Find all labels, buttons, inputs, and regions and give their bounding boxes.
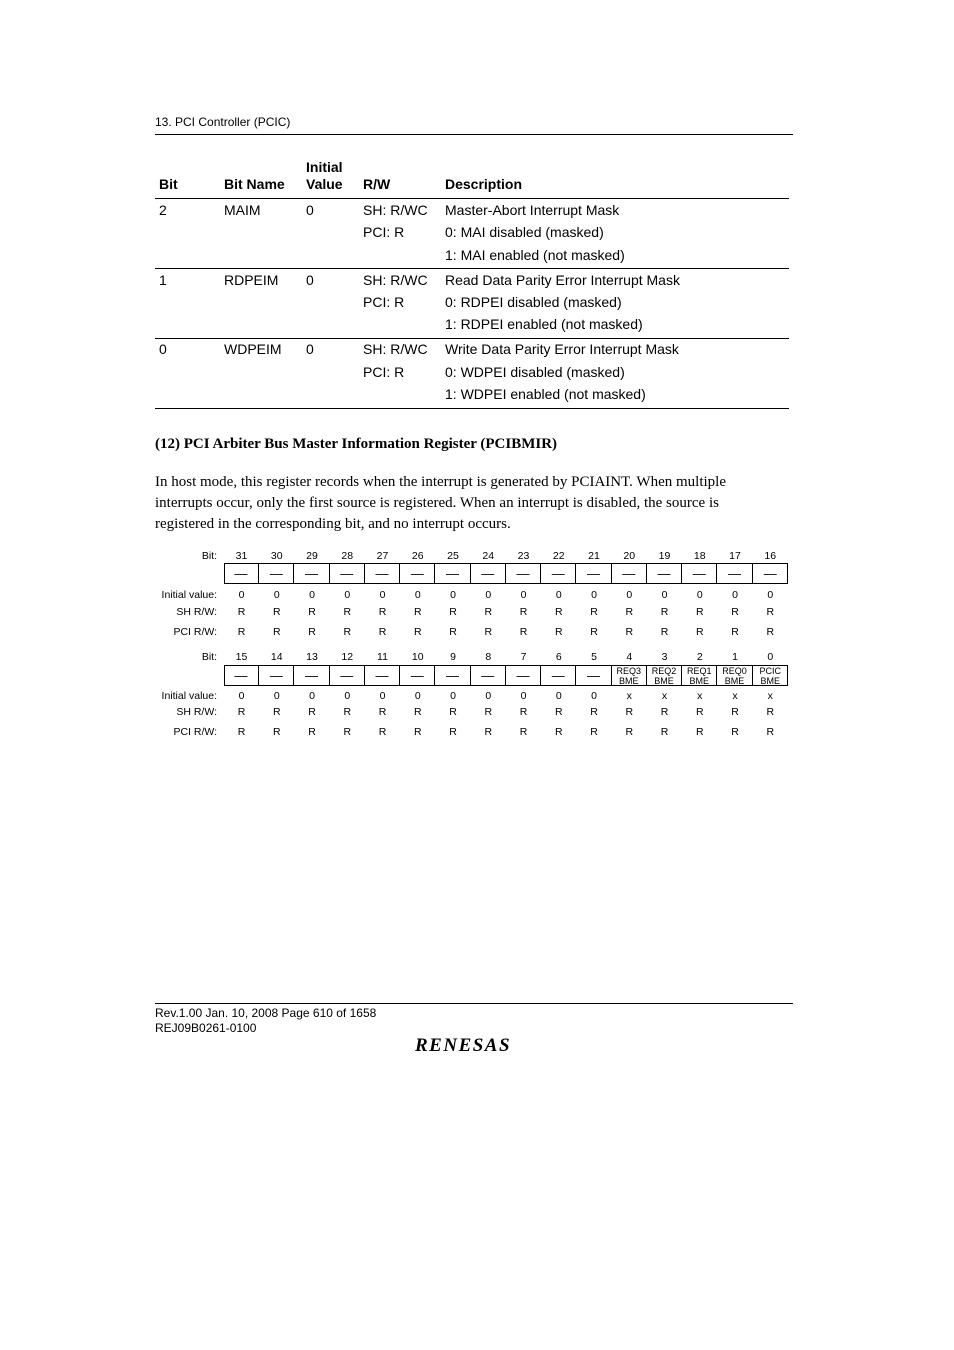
initial-value: 0 [414, 690, 421, 702]
register-field-name: — [506, 563, 541, 584]
pci-rw-value: R [519, 626, 528, 638]
register-field-name: — [471, 563, 506, 584]
section-title: (12) PCI Arbiter Bus Master Information Register (PCIBMIR) [155, 436, 558, 452]
initial-value: 0 [591, 589, 597, 601]
initial-value: 0 [767, 589, 774, 601]
bit-number: 1 [732, 651, 738, 663]
initial-value: x [661, 690, 668, 702]
initial-value: 0 [414, 589, 421, 601]
running-header: 13. PCI Controller (PCIC) [155, 115, 291, 129]
footer-document-number: REJ09B0261-0100 [155, 1021, 257, 1035]
initial-value: 0 [344, 589, 351, 601]
pci-rw-value: R [308, 626, 316, 638]
cell-initial: 0 [306, 272, 314, 288]
cell-desc-value1: 1: WDPEI enabled (not masked) [445, 386, 646, 402]
svg-text:RENESAS: RENESAS [415, 1035, 512, 1056]
bit-number: 13 [306, 651, 318, 663]
register-field-name: — [763, 566, 777, 581]
initial-value: 0 [661, 589, 668, 601]
initial-value: 0 [696, 589, 703, 601]
pci-rw-value: R [272, 726, 281, 738]
sh-rw-value: R [766, 606, 775, 618]
bit-number: 16 [764, 550, 777, 562]
register-field-name: — [541, 665, 576, 686]
pci-rw-value: R [237, 726, 246, 738]
pci-rw-value: R [695, 726, 704, 738]
cell-bit: 1 [159, 272, 167, 288]
initial-value: x [767, 690, 773, 702]
col-initial-header-line2: Value [306, 176, 343, 192]
initial-value: 0 [238, 690, 245, 702]
register-field-name: — [647, 563, 682, 584]
bit-number: 31 [235, 550, 248, 562]
cell-rw-pci: PCI: R [363, 224, 405, 240]
register-field-name: — [224, 563, 259, 584]
label-pci-rw: PCI R/W: [173, 726, 217, 738]
register-field-name: — [612, 563, 647, 584]
cell-rw-pci: PCI: R [363, 364, 405, 380]
bit-number: 8 [485, 651, 492, 663]
pci-rw-value: R [590, 726, 598, 738]
sh-rw-value: R [731, 706, 739, 718]
bit-number: 28 [341, 550, 354, 562]
initial-value: 0 [273, 589, 280, 601]
pci-rw-value: R [343, 626, 352, 638]
paragraph-line: registered in the corresponding bit, and no interrupt occurs. [155, 516, 511, 532]
register-field-name: — [259, 665, 294, 686]
initial-value: 0 [379, 589, 386, 601]
label-sh-rw: SH R/W: [176, 706, 217, 718]
table-bottom-rule [155, 408, 789, 409]
bit-number: 29 [306, 550, 318, 562]
initial-value: 0 [309, 690, 315, 702]
bit-number: 11 [377, 651, 388, 663]
register-field-name: — [436, 665, 471, 686]
pci-rw-value: R [413, 726, 422, 738]
sh-rw-value: R [413, 606, 422, 618]
bit-number: 4 [626, 651, 633, 663]
bit-number: 10 [411, 651, 424, 663]
cell-initial: 0 [306, 341, 314, 357]
bit-number: 9 [450, 651, 456, 663]
sh-rw-value: R [343, 706, 352, 718]
cell-bit-name: WDPEIM [224, 341, 282, 357]
register-field-name: — [718, 563, 753, 584]
sh-rw-value: R [378, 706, 387, 718]
initial-value: 0 [520, 589, 527, 601]
pci-rw-value: R [237, 626, 246, 638]
sh-rw-value: R [237, 706, 246, 718]
paragraph-line: In host mode, this register records when the interrupt is generated by PCIAINT. When multiple [155, 474, 726, 490]
register-field-name: — [541, 563, 576, 584]
initial-value: 0 [379, 690, 386, 702]
initial-value: 0 [450, 690, 456, 702]
sh-rw-value: R [519, 606, 528, 618]
pci-rw-value: R [484, 726, 493, 738]
pci-rw-value: R [484, 626, 493, 638]
cell-desc-value0: 0: MAI disabled (masked) [445, 224, 604, 240]
col-bit-header: Bit [159, 176, 178, 192]
pci-rw-value: R [449, 726, 457, 738]
sh-rw-value: R [590, 706, 598, 718]
footer-rule [155, 1003, 793, 1004]
pci-rw-value: R [413, 626, 422, 638]
initial-value: 0 [344, 690, 351, 702]
bit-number: 5 [591, 651, 597, 663]
sh-rw-value: R [766, 706, 775, 718]
cell-rw-sh: SH: R/WC [363, 341, 428, 357]
renesas-logo [413, 1034, 533, 1061]
register-field-name: — [400, 665, 435, 686]
bit-number: 14 [270, 651, 283, 663]
cell-bit-name: MAIM [224, 202, 261, 218]
sh-rw-value: R [449, 606, 457, 618]
register-field-name: — [400, 563, 435, 584]
pci-rw-value: R [449, 626, 457, 638]
sh-rw-value: R [272, 706, 281, 718]
register-field-name: REQ2 BME [647, 665, 682, 686]
register-field-name: — [295, 665, 330, 686]
cell-desc-value1: 1: MAI enabled (not masked) [445, 247, 625, 263]
initial-value: x [626, 690, 632, 702]
footer-revision: Rev.1.00 Jan. 10, 2008 Page 610 of 1658 [155, 1006, 377, 1020]
register-field-name: — [259, 563, 294, 584]
bit-number: 21 [588, 550, 600, 562]
bit-number: 12 [341, 651, 354, 663]
sh-rw-value: R [484, 706, 493, 718]
bit-number: 6 [555, 651, 562, 663]
pci-rw-value: R [695, 626, 704, 638]
pci-rw-value: R [272, 626, 281, 638]
bit-number: 23 [517, 550, 530, 562]
paragraph-line: interrupts occur, only the first source is registered. When an interrupt is disabled, the source is [155, 495, 719, 511]
sh-rw-value: R [272, 606, 281, 618]
header-rule [155, 134, 793, 135]
initial-value: 0 [591, 690, 597, 702]
sh-rw-value: R [554, 606, 563, 618]
cell-initial: 0 [306, 202, 314, 218]
cell-rw-pci: PCI: R [363, 294, 405, 310]
initial-value: x [697, 690, 703, 702]
label-pci-rw: PCI R/W: [173, 626, 217, 638]
pci-rw-value: R [660, 626, 669, 638]
register-field-name: — [365, 665, 400, 686]
register-field-name: PCIC BME [759, 666, 781, 686]
bit-number: 22 [552, 550, 565, 562]
initial-value: 0 [485, 589, 492, 601]
sh-rw-value: R [660, 706, 669, 718]
initial-value: 0 [273, 690, 280, 702]
pci-rw-value: R [766, 626, 775, 638]
register-field-name: — [471, 665, 506, 686]
cell-bit-name: RDPEIM [224, 272, 279, 288]
bit-number: 7 [520, 651, 527, 663]
initial-value: 0 [626, 589, 633, 601]
pci-rw-value: R [308, 726, 316, 738]
bit-number: 15 [235, 651, 248, 663]
sh-rw-value: R [378, 606, 387, 618]
pci-rw-value: R [554, 726, 563, 738]
label-bit: Bit: [201, 651, 217, 663]
sh-rw-value: R [343, 606, 352, 618]
register-field-name: — [330, 665, 365, 686]
bit-number: 25 [447, 550, 459, 562]
register-field-name: — [295, 563, 330, 584]
pci-rw-value: R [731, 726, 739, 738]
pci-rw-value: R [378, 626, 387, 638]
initial-value: 0 [732, 589, 738, 601]
register-field-name: — [577, 665, 612, 686]
bit-number: 0 [767, 651, 774, 663]
cell-desc-title: Read Data Parity Error Interrupt Mask [445, 272, 680, 288]
initial-value: 0 [238, 589, 245, 601]
sh-rw-value: R [237, 606, 246, 618]
register-field-name: REQ0 BME [718, 665, 753, 686]
bit-number: 3 [661, 651, 668, 663]
cell-rw-sh: SH: R/WC [363, 202, 428, 218]
pci-rw-value: R [766, 726, 775, 738]
sh-rw-value: R [308, 706, 316, 718]
col-bitname-header: Bit Name [224, 176, 285, 192]
sh-rw-value: R [625, 706, 634, 718]
row-divider [155, 338, 789, 339]
bit-number: 19 [658, 550, 671, 562]
register-field-name: — [682, 563, 717, 584]
col-initial-header-line1: Initial [306, 159, 343, 175]
register-field-name: — [577, 563, 612, 584]
cell-bit: 0 [159, 341, 167, 357]
sh-rw-value: R [519, 706, 528, 718]
initial-value: 0 [555, 589, 562, 601]
label-sh-rw: SH R/W: [176, 606, 217, 618]
bit-number: 27 [376, 550, 389, 562]
sh-rw-value: R [731, 606, 739, 618]
body-paragraph [155, 472, 775, 535]
pci-rw-value: R [343, 726, 352, 738]
pci-rw-value: R [554, 626, 563, 638]
sh-rw-value: R [660, 606, 669, 618]
register-field-name: — [436, 563, 471, 584]
pci-rw-value: R [378, 726, 387, 738]
register-field-name: — [330, 563, 365, 584]
initial-value: 0 [450, 589, 456, 601]
initial-value: 0 [485, 690, 492, 702]
sh-rw-value: R [449, 706, 457, 718]
sh-rw-value: R [695, 606, 704, 618]
cell-desc-value0: 0: WDPEI disabled (masked) [445, 364, 625, 380]
pci-rw-value: R [625, 726, 634, 738]
initial-value: 0 [520, 690, 527, 702]
cell-desc-value1: 1: RDPEI enabled (not masked) [445, 316, 643, 332]
sh-rw-value: R [590, 606, 598, 618]
initial-value: 0 [555, 690, 562, 702]
label-bit: Bit: [201, 550, 217, 562]
initial-value: 0 [309, 589, 315, 601]
label-initial-value: Initial value: [161, 589, 217, 601]
register-field-name: REQ1 BME [682, 665, 717, 686]
table-header-rule [155, 198, 789, 199]
pci-rw-value: R [660, 726, 669, 738]
register-field-name: — [224, 665, 259, 686]
bit-number: 26 [411, 550, 424, 562]
row-divider [155, 268, 789, 269]
register-field-name: — [365, 563, 400, 584]
bit-number: 17 [729, 550, 741, 562]
cell-rw-sh: SH: R/WC [363, 272, 428, 288]
cell-desc-title: Master-Abort Interrupt Mask [445, 202, 620, 218]
register-diagram-lower [155, 651, 795, 746]
cell-desc-value0: 0: RDPEI disabled (masked) [445, 294, 622, 310]
bit-number: 20 [623, 550, 636, 562]
col-description-header: Description [445, 176, 523, 192]
initial-value: x [732, 690, 738, 702]
sh-rw-value: R [695, 706, 704, 718]
pci-rw-value: R [625, 626, 634, 638]
bit-number: 24 [482, 550, 495, 562]
label-initial-value: Initial value: [161, 690, 217, 702]
cell-desc-title: Write Data Parity Error Interrupt Mask [445, 341, 679, 357]
sh-rw-value: R [308, 606, 316, 618]
register-diagram-upper [155, 550, 795, 645]
register-field-name: — [506, 665, 541, 686]
bit-number: 18 [693, 550, 706, 562]
pci-rw-value: R [731, 626, 739, 638]
register-field-name: REQ3 BME [612, 665, 647, 686]
pci-rw-value: R [519, 726, 528, 738]
cell-bit: 2 [159, 202, 167, 218]
sh-rw-value: R [554, 706, 563, 718]
col-rw-header: R/W [363, 176, 391, 192]
bit-number: 30 [270, 550, 283, 562]
sh-rw-value: R [413, 706, 422, 718]
pci-rw-value: R [590, 626, 598, 638]
sh-rw-value: R [484, 606, 493, 618]
sh-rw-value: R [625, 606, 634, 618]
bit-number: 2 [696, 651, 703, 663]
